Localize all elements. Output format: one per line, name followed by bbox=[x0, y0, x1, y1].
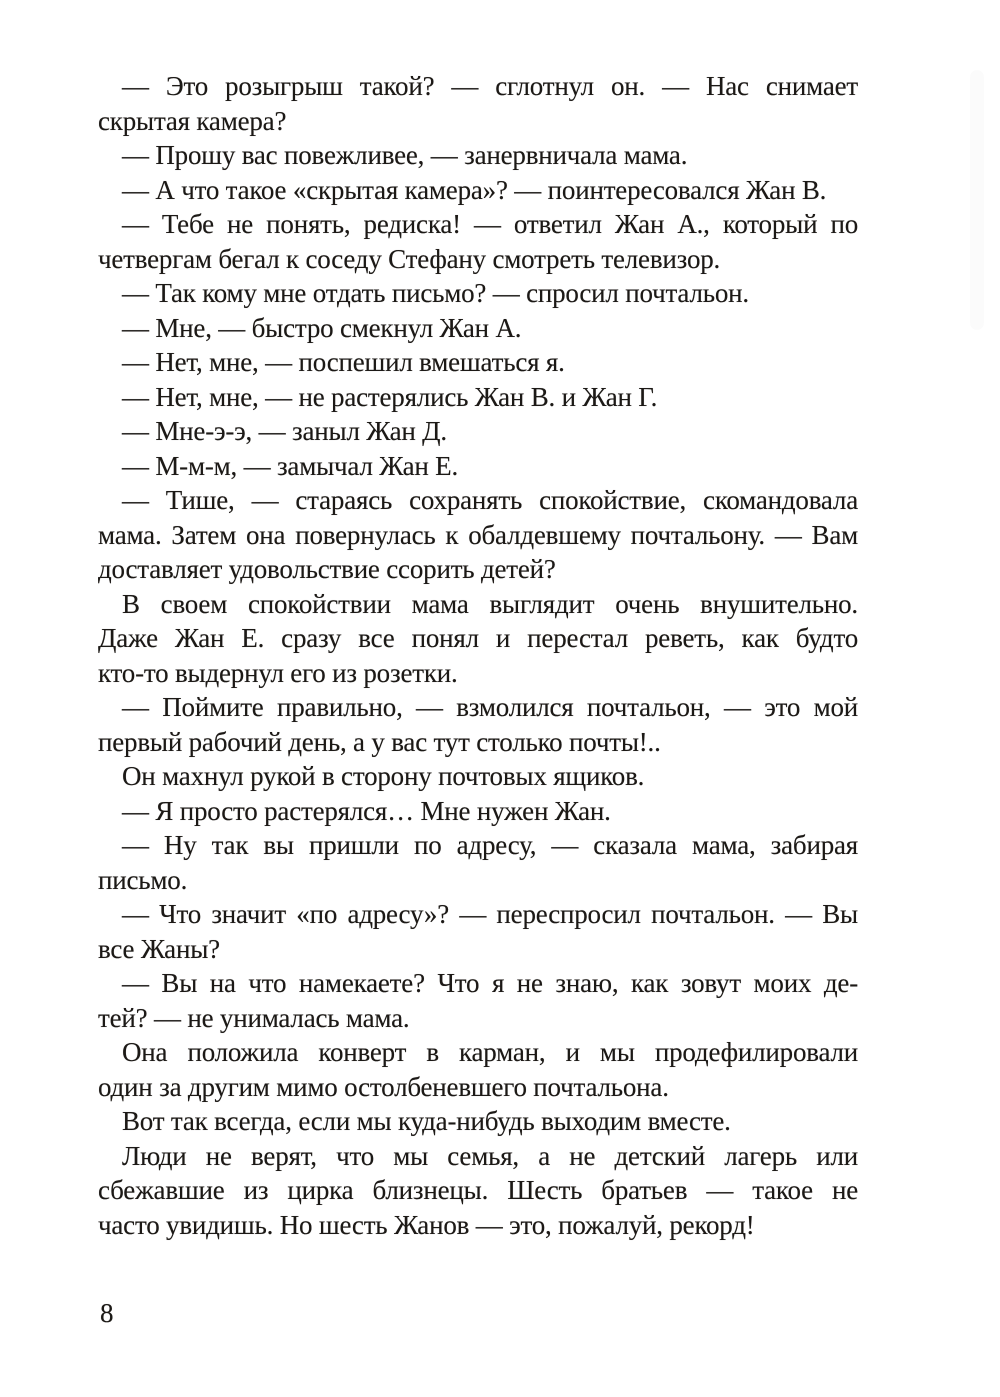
text-line: Он махнул рукой в сторону почтовых ящиков. bbox=[122, 761, 645, 791]
text-line: кто-то выдернул его из розетки. bbox=[98, 657, 458, 688]
paragraph bbox=[98, 207, 858, 276]
text-line: мама. Затем она повернулась к обалдевшему почтальону. — Вам bbox=[98, 519, 858, 550]
text-line: Люди не верят, что мы семья, а не детский лагерь или bbox=[122, 1140, 858, 1171]
paragraph bbox=[98, 587, 858, 691]
paragraph bbox=[98, 1139, 858, 1243]
text-line: доставляет удовольствие ссорить детей? bbox=[98, 554, 556, 584]
paragraph bbox=[98, 483, 858, 587]
text-line: тей? — не унималась мама. bbox=[98, 1002, 410, 1033]
text-line: — А что такое «скрытая камера»? — поинтересовался Жан В. bbox=[122, 174, 827, 205]
text-line: — Ну так вы пришли по адресу, — сказала мама, забирая bbox=[122, 830, 858, 860]
paragraph bbox=[98, 276, 858, 311]
text-line: — Тебе не понять, редиска! — ответил Жан А., который по bbox=[122, 209, 858, 239]
paragraph bbox=[98, 449, 858, 484]
text-line: Она положила конверт в карман, и мы продефилировали bbox=[122, 1037, 858, 1067]
text-line: — Нет, мне, — не растерялись Жан В. и Жан Г. bbox=[122, 381, 658, 412]
text-block bbox=[98, 69, 858, 1242]
text-line: — Мне, — быстро смекнул Жан А. bbox=[122, 312, 522, 343]
text-line: — Тише, — стараясь сохранять спокойствие, скомандовала bbox=[122, 485, 858, 515]
text-line: все Жаны? bbox=[98, 933, 220, 964]
text-line: — Так кому мне отдать письмо? — спросил почтальон. bbox=[122, 278, 749, 308]
text-line: — М-м-м, — замычал Жан Е. bbox=[122, 450, 459, 481]
text-line: один за другим мимо остолбеневшего почтальона. bbox=[98, 1071, 669, 1102]
text-line: сбежавшие из цирка близнецы. Шесть братьев — такое не bbox=[98, 1175, 858, 1205]
paragraph bbox=[98, 69, 858, 138]
paragraph bbox=[98, 380, 858, 415]
text-line: — Это розыгрыш такой? — сглотнул он. — Нас снимает bbox=[122, 71, 858, 101]
paragraph bbox=[98, 690, 858, 759]
text-line: письмо. bbox=[98, 864, 188, 895]
text-line: — Прошу вас повежливее, — занервничала мама. bbox=[122, 140, 688, 170]
paragraph bbox=[98, 1104, 858, 1139]
paragraph bbox=[98, 794, 858, 829]
text-line: Вот так всегда, если мы куда-нибудь выходим вместе. bbox=[122, 1106, 731, 1136]
text-line: — Вы на что намекаете? Что я не знаю, как зовут моих де- bbox=[122, 968, 858, 998]
paragraph bbox=[98, 1035, 858, 1104]
text-line: — Я просто растерялся… Мне нужен Жан. bbox=[122, 795, 611, 826]
paragraph bbox=[98, 759, 858, 794]
paragraph bbox=[98, 173, 858, 208]
text-line: первый рабочий день, а у вас тут столько почты!.. bbox=[98, 726, 661, 757]
text-line: скрытая камера? bbox=[98, 105, 287, 136]
paragraph bbox=[98, 138, 858, 173]
paragraph bbox=[98, 414, 858, 449]
text-line: часто увидишь. Но шесть Жанов — это, пожалуй, рекорд! bbox=[98, 1209, 755, 1240]
scan-artifact bbox=[970, 70, 984, 330]
paragraph bbox=[98, 966, 858, 1035]
paragraph bbox=[98, 345, 858, 380]
paragraph bbox=[98, 897, 858, 966]
paragraph bbox=[98, 828, 858, 897]
text-line: четвергам бегал к соседу Стефану смотреть телевизор. bbox=[98, 243, 721, 274]
page-number: 8 bbox=[100, 1298, 114, 1328]
paragraph bbox=[98, 311, 858, 346]
text-line: — Поймите правильно, — взмолился почтальон, — это мой bbox=[122, 692, 858, 722]
text-line: — Мне-э-э, — заныл Жан Д. bbox=[122, 416, 447, 446]
text-line: Даже Жан Е. сразу все понял и перестал реветь, как будто bbox=[98, 623, 858, 653]
text-line: В своем спокойствии мама выглядит очень внушительно. bbox=[122, 588, 858, 619]
text-line: — Что значит «по адресу»? — переспросил почтальон. — Вы bbox=[122, 899, 858, 929]
text-line: — Нет, мне, — поспешил вмешаться я. bbox=[122, 347, 565, 377]
